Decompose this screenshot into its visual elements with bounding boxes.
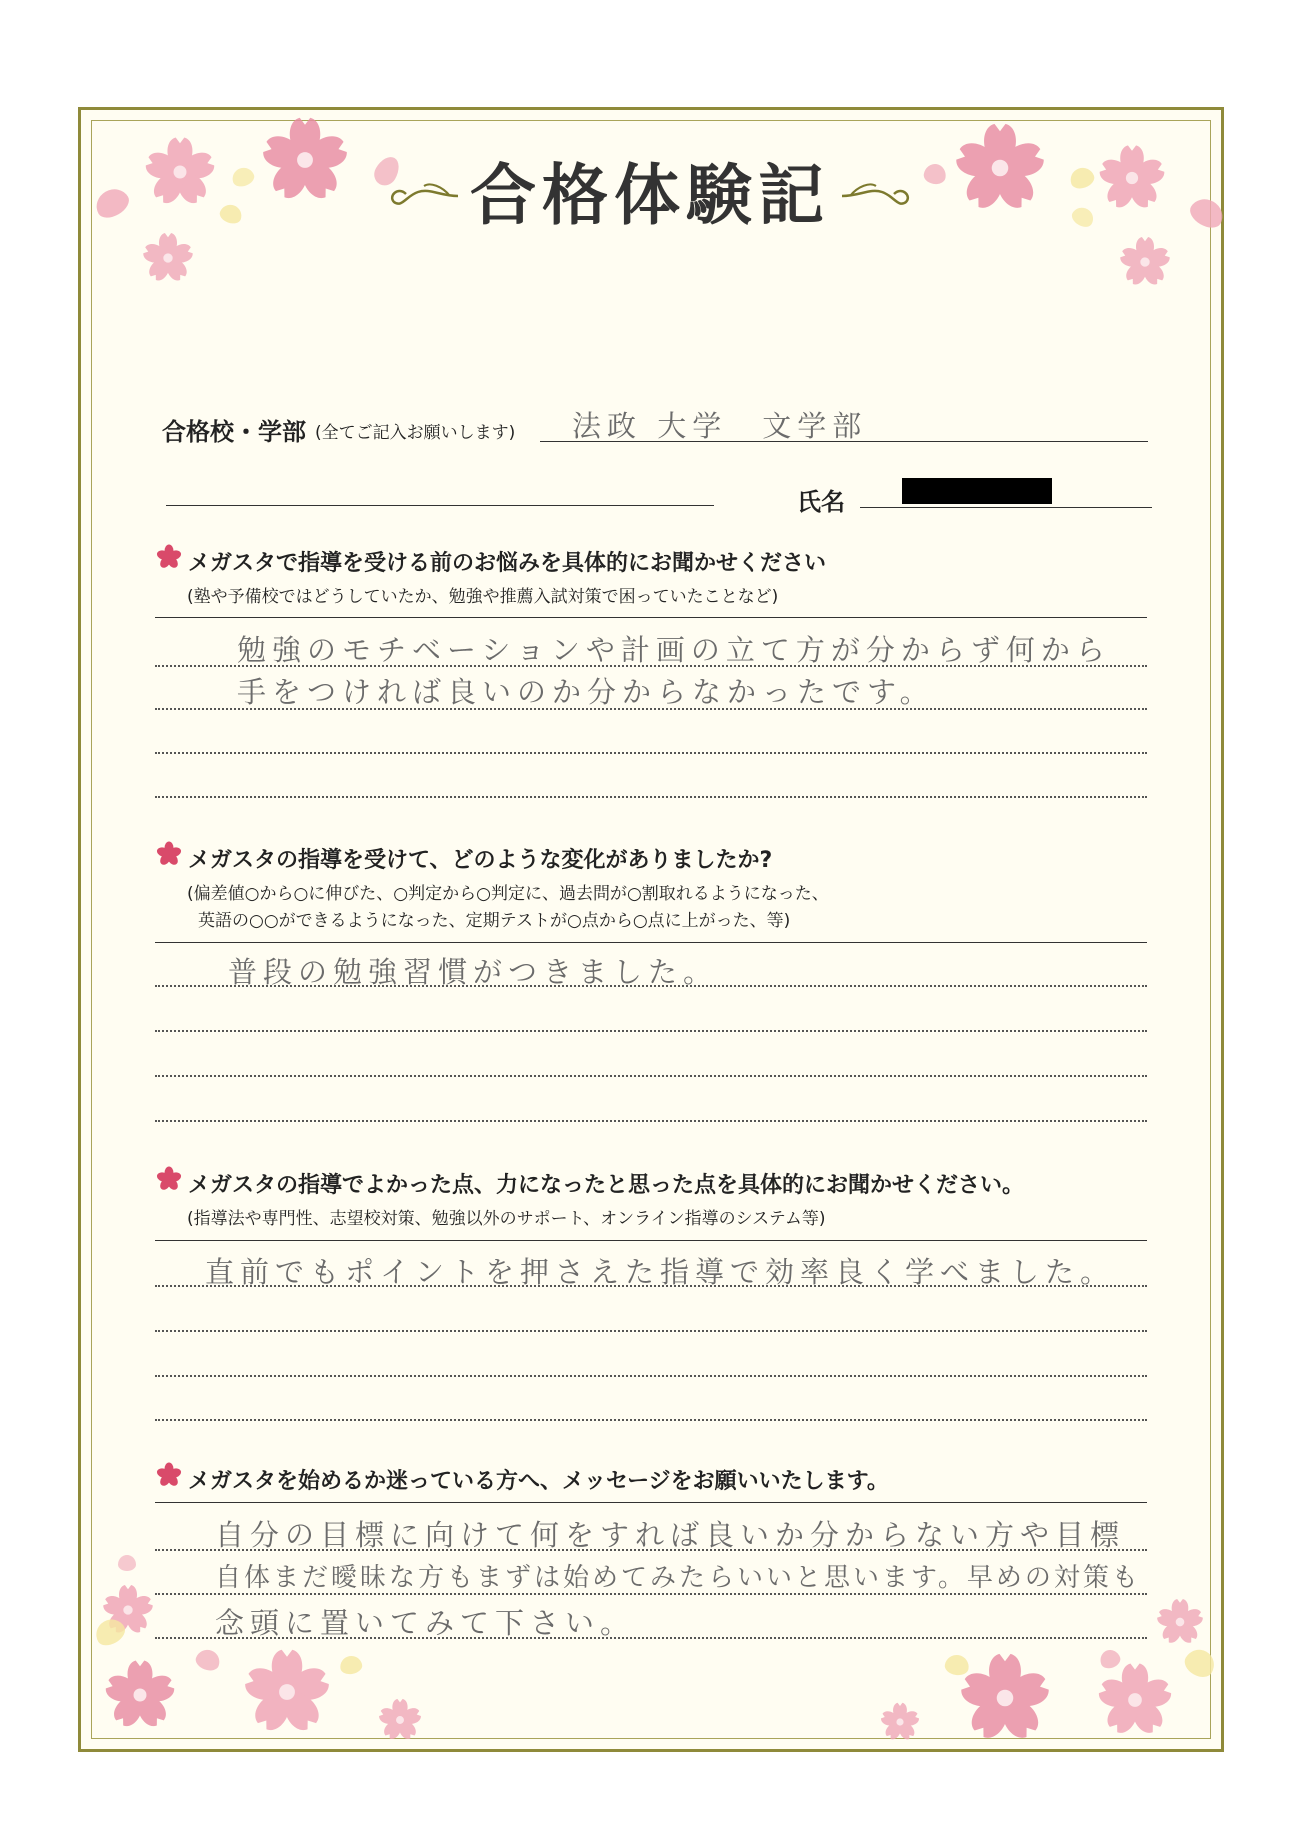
cherry-blossom-icon — [1097, 1662, 1173, 1738]
question-4-rule — [155, 1502, 1147, 1503]
name-label: 氏名 — [797, 488, 845, 516]
cherry-blossom-icon — [261, 116, 349, 204]
cherry-blossom-icon — [378, 1698, 422, 1742]
question-3-rule — [155, 1240, 1147, 1241]
question-4-answer-line-2: 自体まだ曖昧な方もまずは始めてみたらいいと思います。早めの対策も — [215, 1563, 1141, 1593]
answer-line — [155, 665, 1147, 667]
sakura-bullet-icon — [156, 1462, 182, 1488]
name-redaction — [902, 478, 1052, 504]
cherry-blossom-icon — [1098, 144, 1166, 212]
answer-line — [155, 1285, 1147, 1287]
question-1-answer-line-2: 手をつければ良いのか分からなかったです。 — [237, 675, 935, 709]
question-1-title: メガスタで指導を受ける前のお悩みを具体的にお聞かせください — [188, 551, 827, 576]
question-4-answer-line-1: 自分の目標に向けて何をすれば良いか分からない方や目標 — [215, 1518, 1126, 1552]
answer-line — [155, 1030, 1147, 1032]
answer-line — [155, 1075, 1147, 1077]
question-4-title: メガスタを始めるか迷っている方へ、メッセージをお願いいたします。 — [188, 1469, 889, 1494]
question-2-note-1: (偏差値○から○に伸びた、○判定から○判定に、過去問が○割取れるようになった、 — [187, 884, 829, 904]
cherry-blossom-icon — [880, 1702, 920, 1742]
cherry-blossom-icon — [954, 122, 1046, 214]
sakura-bullet-icon — [156, 544, 182, 570]
school-value: 法政 大学 文学部 — [572, 409, 868, 443]
cherry-blossom-icon — [959, 1652, 1051, 1744]
question-4-answer-line-3: 念頭に置いてみて下さい。 — [215, 1606, 636, 1640]
answer-line — [155, 1593, 1147, 1595]
name-underline — [860, 507, 1152, 508]
school-underline — [540, 441, 1148, 442]
question-1-note: (塾や予備校ではどうしていたか、勉強や推薦入試対策で困っていたことなど) — [187, 587, 779, 607]
answer-line — [155, 796, 1147, 798]
question-3-title: メガスタの指導でよかった点、力になったと思った点を具体的にお聞かせください。 — [188, 1173, 1025, 1198]
question-1-answer-line-1: 勉強のモチベーションや計画の立て方が分からず何から — [237, 633, 1111, 667]
flourish-right-icon — [840, 174, 910, 214]
cherry-blossom-icon — [104, 1659, 176, 1731]
petal-icon — [118, 1555, 136, 1571]
answer-line — [155, 752, 1147, 754]
answer-line — [155, 1419, 1147, 1421]
question-2-answer-line-1: 普段の勉強習慣がつきました。 — [228, 955, 719, 989]
flourish-left-icon — [390, 174, 460, 214]
school-note: (全てご記入お願いします) — [315, 423, 516, 443]
cherry-blossom-icon — [1156, 1598, 1204, 1646]
answer-line — [155, 1375, 1147, 1377]
answer-line — [155, 1330, 1147, 1332]
question-2-rule — [155, 942, 1147, 943]
cherry-blossom-icon — [144, 136, 216, 208]
cherry-blossom-icon — [142, 232, 194, 284]
question-3-note: (指導法や専門性、志望校対策、勉強以外のサポート、オンライン指導のシステム等) — [187, 1209, 826, 1229]
question-2-title: メガスタの指導を受けて、どのような変化がありましたか? — [188, 848, 773, 873]
sakura-bullet-icon — [156, 1166, 182, 1192]
cherry-blossom-icon — [243, 1648, 331, 1736]
answer-line — [155, 1549, 1147, 1551]
answer-line — [155, 985, 1147, 987]
page-title: 合格体験記 — [470, 156, 830, 234]
answer-line — [155, 708, 1147, 710]
answer-line — [155, 1637, 1147, 1639]
extra-underline — [166, 505, 714, 506]
question-3-answer-line-1: 直前でもポイントを押さえた指導で効率良く学べました。 — [205, 1255, 1116, 1289]
question-1-rule — [155, 617, 1147, 618]
cherry-blossom-icon — [1119, 236, 1171, 288]
school-label: 合格校・学部 — [162, 418, 306, 446]
question-2-note-2: 英語の○○ができるようになった、定期テストが○点から○点に上がった、等) — [198, 911, 791, 931]
sakura-bullet-icon — [156, 841, 182, 867]
answer-line — [155, 1120, 1147, 1122]
